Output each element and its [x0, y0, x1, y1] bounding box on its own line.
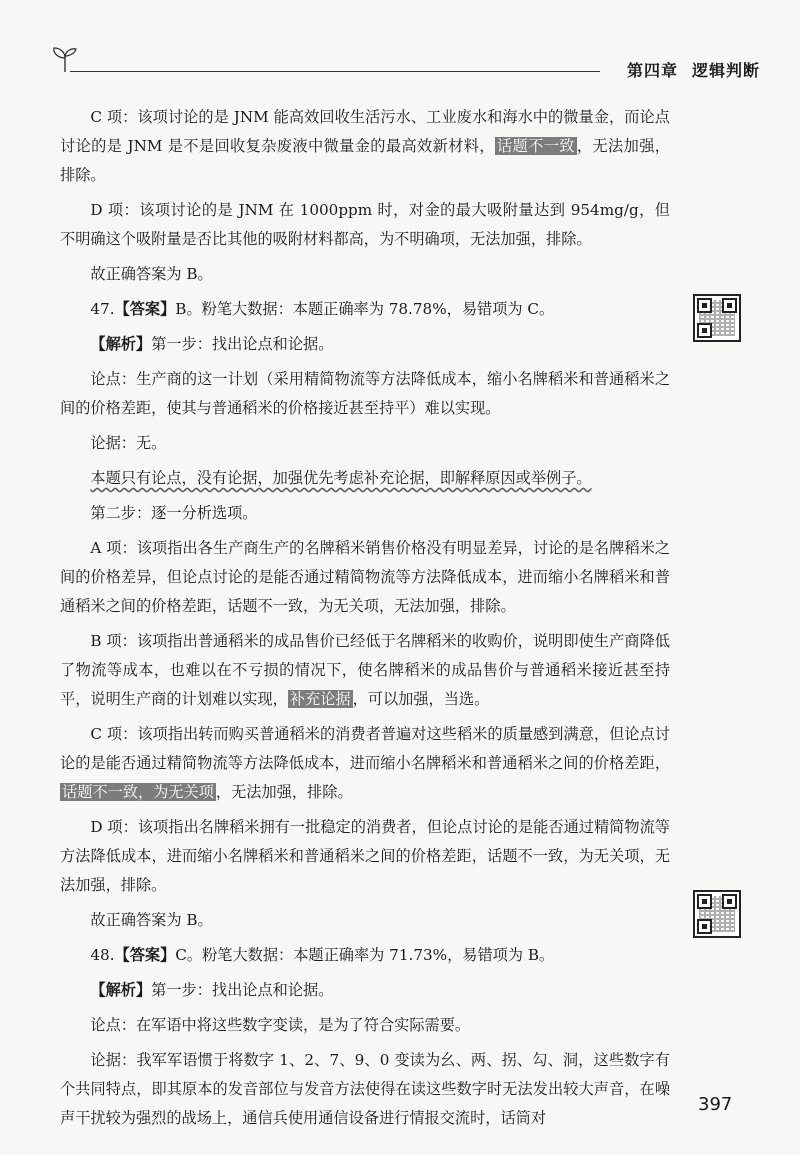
text-run: ，无法加强，排除。: [60, 137, 670, 184]
paragraph: [60, 1046, 670, 1133]
text-run: 第一步：找出论点和论据。: [151, 335, 334, 353]
text-run: A 项：该项指出各生产商生产的名牌稻米销售价格没有明显差异，讨论的是名牌稻米之间的价格差异，但论点讨论的是能否通过精简物流等方法降低成本，进而缩小名牌稻米和普通稻米之间的价格差距，话题不一致，为无关项，无法加强，排除。: [60, 539, 670, 615]
qr-code-47[interactable]: [693, 294, 741, 342]
text-run: B 项：该项指出普通稻米的成品售价已经低于名牌稻米的收购价，说明即使生产商降低了物流等成本，也难以在不亏损的情况下，使名牌稻米的成品售价与普通稻米接近甚至持平，说明生产商的计划难以实现，: [60, 632, 670, 708]
paragraph: [60, 464, 670, 493]
chapter-title: [613, 58, 760, 81]
section-label: 【解析】: [90, 981, 152, 999]
text-run: C 项：该项指出转而购买普通稻米的消费者普遍对这些稻米的质量感到满意，但论点讨论的是能否通过精简物流等方法降低成本，进而缩小名牌稻米和普通稻米之间的价格差距，: [60, 725, 670, 772]
text-run: D 项：该项讨论的是 JNM 在 1000ppm 时，对金的最大吸附量达到 954mg/g，但不明确这个吸附量是否比其他的吸附材料都高，为不明确项，无法加强，排除。: [60, 201, 670, 248]
paragraph: [60, 103, 670, 190]
text-run: 第二步：逐一分析选项。: [90, 504, 258, 522]
text-run: ，无法加强，排除。: [215, 783, 353, 801]
highlighted-phrase: 话题不一致，为无关项: [62, 783, 214, 801]
highlighted-phrase: 补充论据: [289, 690, 351, 708]
paragraph: [60, 813, 670, 900]
paragraph: [60, 941, 670, 970]
section-label: 【答案】: [114, 946, 176, 964]
text-run: ，可以加强，当选。: [352, 690, 490, 708]
answer-text: [60, 103, 670, 1139]
chapter-number: 第四章: [626, 61, 678, 80]
chapter-section: 逻辑判断: [691, 61, 760, 80]
highlighted-phrase: 话题不一致: [496, 137, 575, 155]
text-run: C 项：该项讨论的是 JNM 能高效回收生活污水、工业废水和海水中的微量金，而论点讨论的是 JNM 是不是回收复杂废液中微量金的最高效新材料，: [60, 108, 670, 155]
page-number: 397: [698, 1094, 733, 1115]
text-run: 论据：我军军语惯于将数字 1、2、7、9、0 变读为幺、两、拐、勾、洞，这些数字有个共同特点，即其原本的发音部位与发音方法使得在读这些数字时无法发出较大声音，在噪声干扰较为强烈的战场上，通信兵使用通信设备进行情报交流时，话筒对: [60, 1051, 670, 1127]
text-run: B。粉笔大数据：本题正确率为 78.78%，易错项为 C。: [175, 300, 555, 318]
text-run: 47.: [90, 300, 115, 318]
text-run: 论据：无。: [90, 434, 167, 452]
paragraph: [60, 365, 670, 423]
section-label: 【解析】: [90, 335, 152, 353]
paragraph: [60, 330, 670, 359]
sprout-icon: [50, 44, 80, 74]
page-header: [40, 44, 760, 84]
header-rule: [70, 71, 600, 72]
paragraph: [60, 627, 670, 714]
paragraph: [60, 429, 670, 458]
text-run: 论点：在军语中将这些数字变读，是为了符合实际需要。: [90, 1016, 471, 1034]
paragraph: [60, 906, 670, 935]
paragraph: [60, 534, 670, 621]
text-run: 第一步：找出论点和论据。: [151, 981, 334, 999]
text-run: 故正确答案为 B。: [90, 911, 213, 929]
paragraph: [60, 260, 670, 289]
paragraph: [60, 976, 670, 1005]
text-run: D 项：该项指出名牌稻米拥有一批稳定的消费者，但论点讨论的是能否通过精简物流等方法降低成本，进而缩小名牌稻米和普通稻米之间的价格差距，话题不一致，为无关项，无法加强，排除。: [60, 818, 670, 894]
qr-code-48[interactable]: [693, 890, 741, 938]
paragraph: [60, 1011, 670, 1040]
text-run: 故正确答案为 B。: [90, 265, 213, 283]
paragraph: [60, 295, 670, 324]
section-label: 【答案】: [114, 300, 176, 318]
text-run: 论点：生产商的这一计划（采用精简物流等方法降低成本，缩小名牌稻米和普通稻米之间的价格差距，使其与普通稻米的价格接近甚至持平）难以实现。: [60, 370, 670, 417]
text-run: 48.: [90, 946, 115, 964]
underlined-sentence: 本题只有论点，没有论据，加强优先考虑补充论据，即解释原因或举例子。: [90, 469, 592, 487]
paragraph: [60, 196, 670, 254]
text-run: C。粉笔大数据：本题正确率为 71.73%，易错项为 B。: [175, 946, 555, 964]
paragraph: [60, 499, 670, 528]
paragraph: [60, 720, 670, 807]
